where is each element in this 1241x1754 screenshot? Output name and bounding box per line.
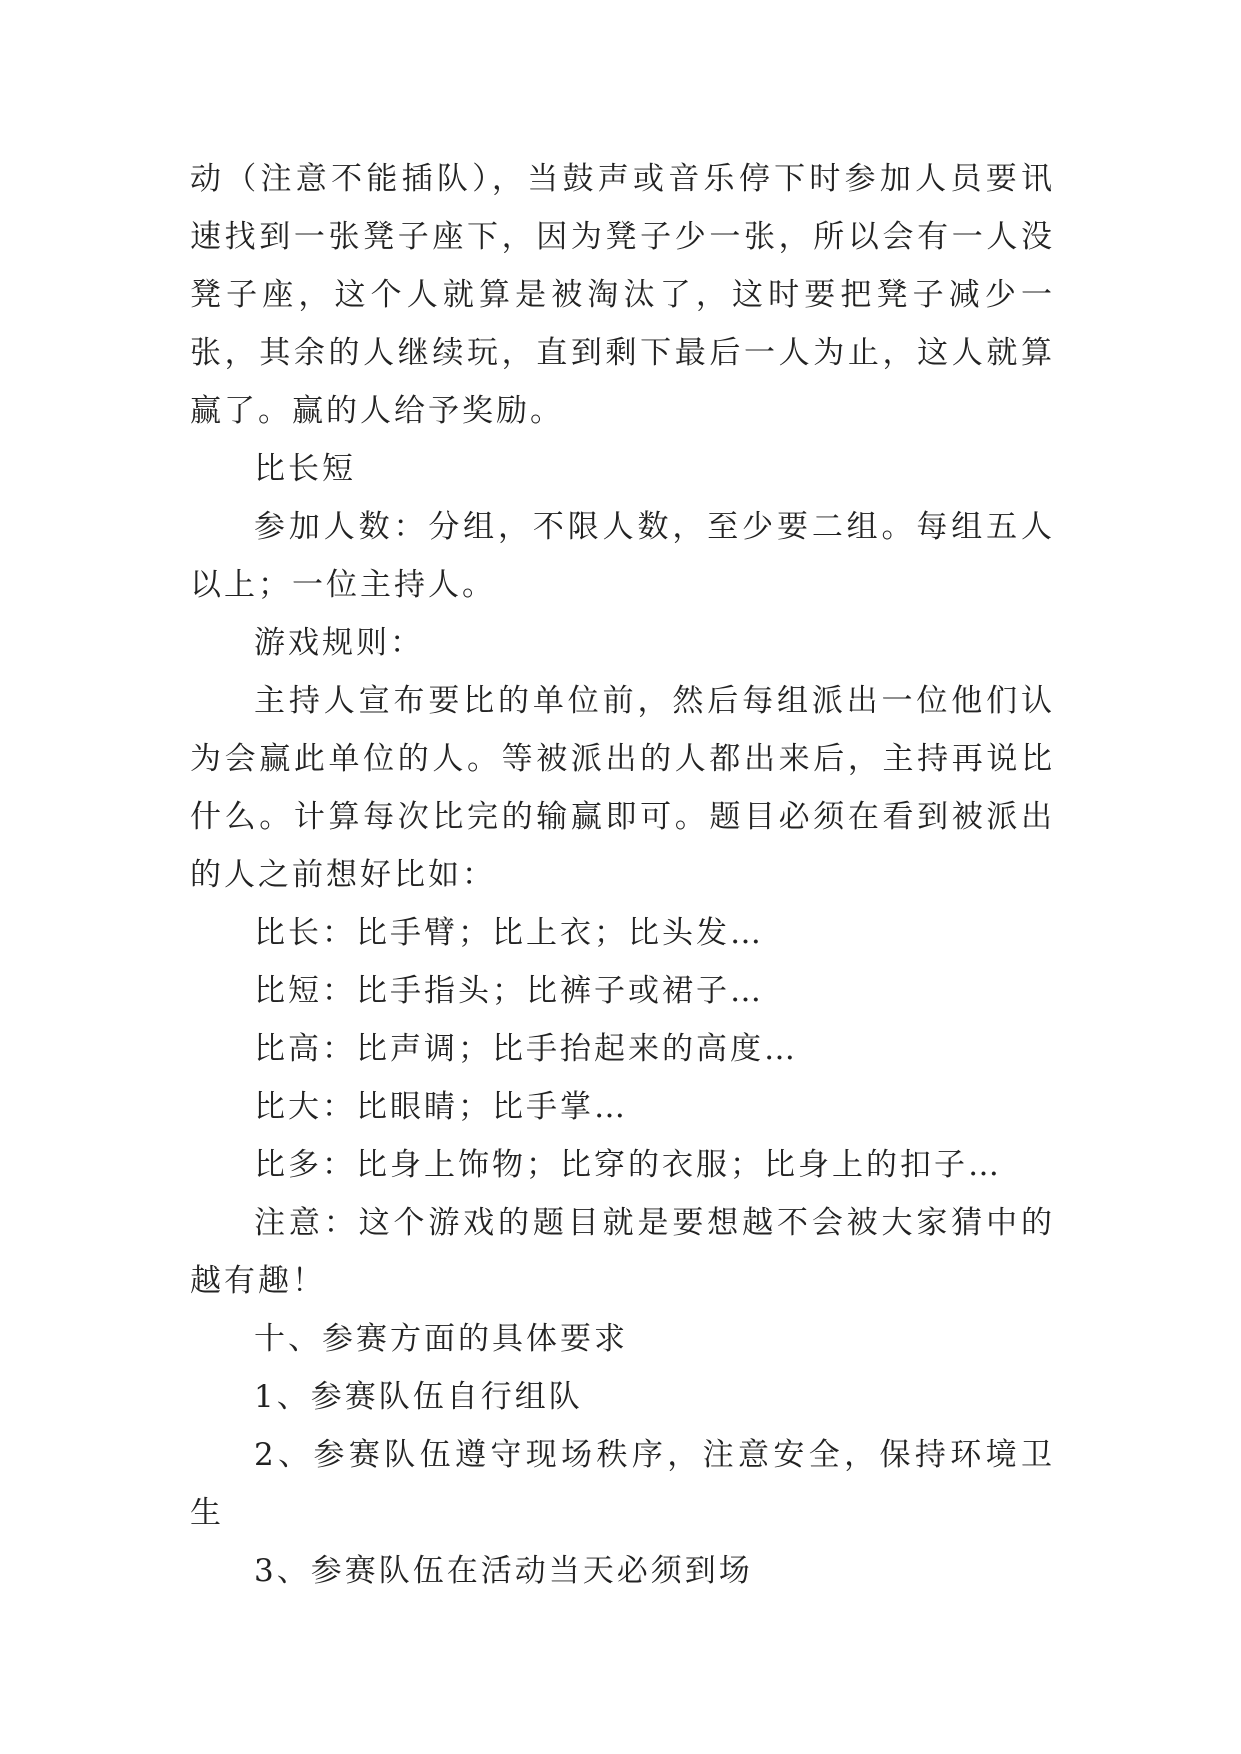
list-item-compare-high: 比高：比声调；比手抬起来的高度… [254, 1031, 798, 1067]
requirement-item-1: 1、参赛队伍自行组队 [254, 1379, 583, 1415]
paragraph-participants: 参加人数：分组，不限人数，至少要二组。每组五人以上；一位主持人。 [190, 509, 1055, 603]
section-heading-requirements: 十、参赛方面的具体要求 [254, 1321, 628, 1357]
heading-game-rules: 游戏规则： [254, 625, 424, 661]
paragraph-note: 注意：这个游戏的题目就是要想越不会被大家猜中的越有趣！ [190, 1205, 1055, 1299]
requirement-item-2: 2、参赛队伍遵守现场秩序，注意安全，保持环境卫生 [190, 1437, 1055, 1531]
list-item-compare-long: 比长：比手臂；比上衣；比头发… [254, 915, 764, 951]
paragraph-rules-description: 主持人宣布要比的单位前，然后每组派出一位他们认为会赢此单位的人。等被派出的人都出来后，主持再说比什么。计算每次比完的输赢即可。题目必须在看到被派出的人之前想好比如： [190, 683, 1055, 893]
list-item-compare-many: 比多：比身上饰物；比穿的衣服；比身上的扣子… [254, 1147, 1002, 1183]
paragraph-chair-game-continued: 动（注意不能插队），当鼓声或音乐停下时参加人员要讯速找到一张凳子座下，因为凳子少一张，所以会有一人没凳子座，这个人就算是被淘汰了，这时要把凳子减少一张，其余的人继续玩，直到剩下最后一人为止，这人就算赢了。赢的人给予奖励。 [190, 161, 1055, 429]
document-page [190, 150, 1055, 1600]
heading-compare-length: 比长短 [254, 451, 356, 487]
list-item-compare-short: 比短：比手指头；比裤子或裙子… [254, 973, 764, 1009]
requirement-item-3: 3、参赛队伍在活动当天必须到场 [254, 1553, 753, 1589]
list-item-compare-big: 比大：比眼睛；比手掌… [254, 1089, 628, 1125]
